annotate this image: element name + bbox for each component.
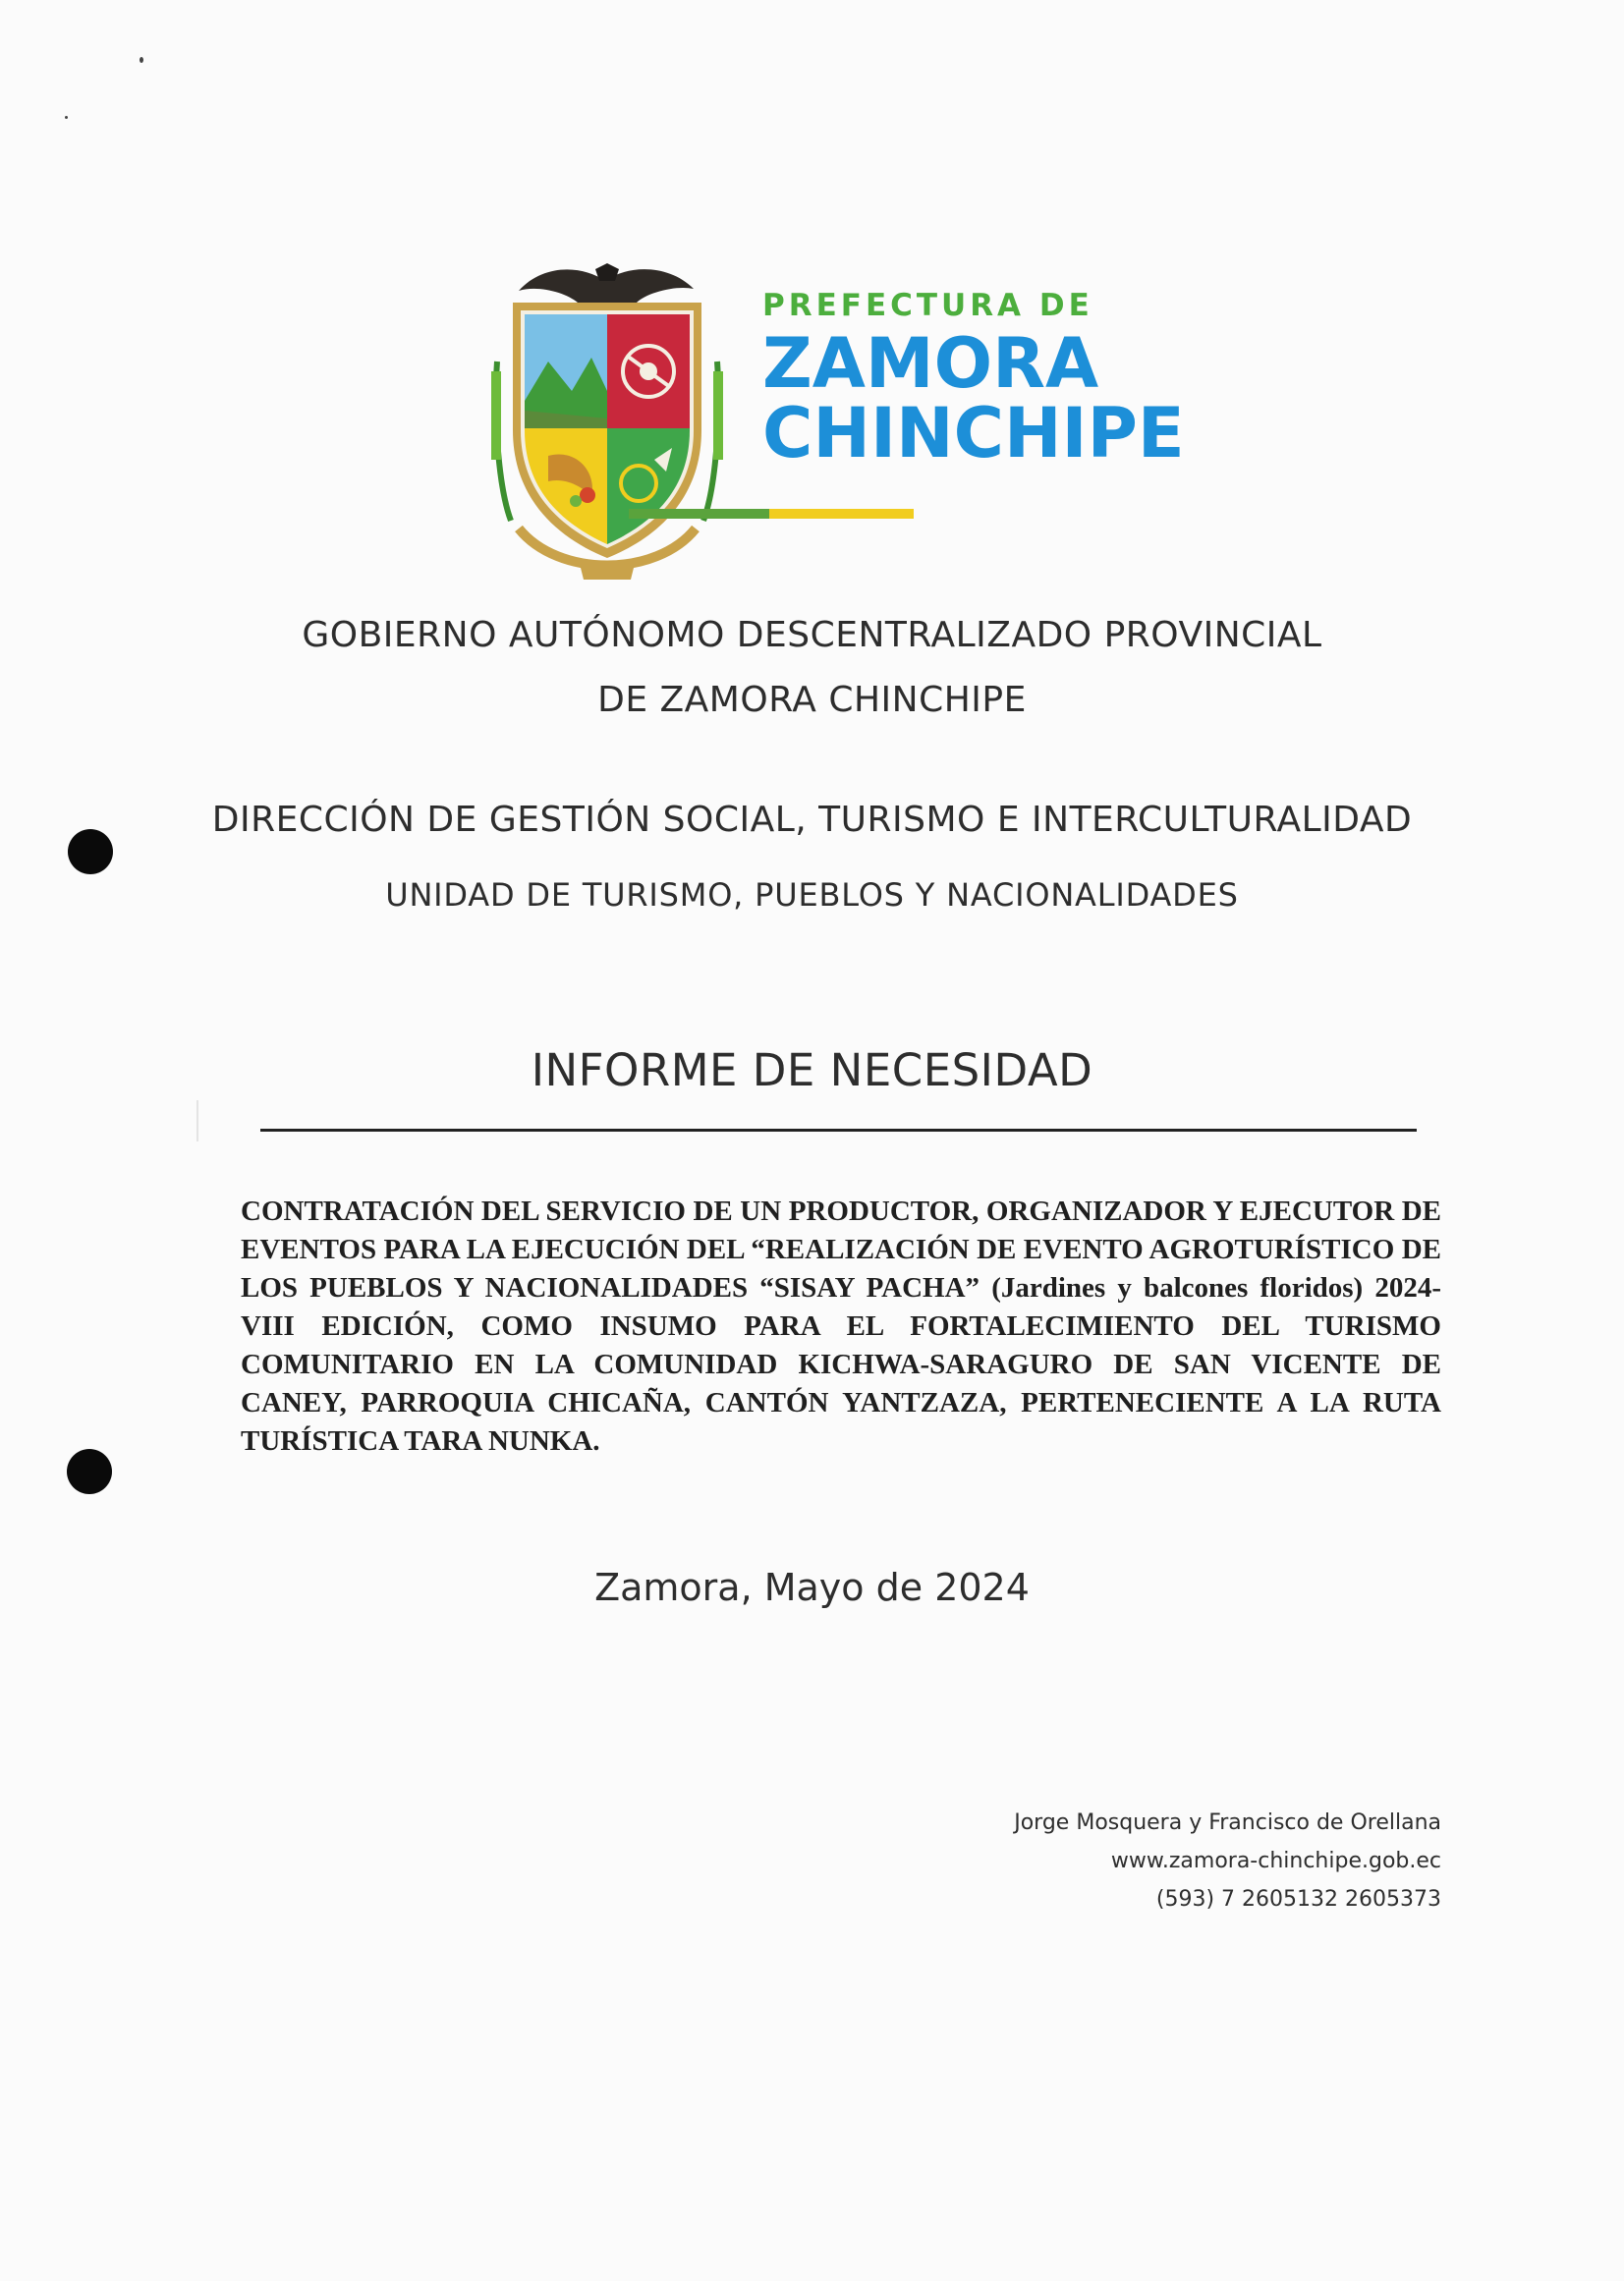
brand-color-bar — [629, 509, 914, 519]
unit-heading: UNIDAD DE TURISMO, PUEBLOS Y NACIONALIDADES — [385, 876, 1239, 914]
scan-speck — [65, 116, 68, 119]
brand-bar-yellow — [769, 509, 914, 519]
title-underline — [260, 1129, 1417, 1132]
brand-bar-green — [629, 509, 769, 519]
contact-footer — [1014, 1804, 1441, 1919]
scan-crease — [196, 1100, 198, 1141]
gov-line-2: DE ZAMORA CHINCHIPE — [597, 680, 1027, 720]
footer-website: www.zamora-chinchipe.gob.ec — [1110, 1849, 1441, 1873]
punch-hole-lower — [67, 1449, 112, 1494]
brand-prefectura: PREFECTURA DE — [762, 288, 1093, 323]
scan-speck — [140, 57, 143, 63]
footer-phone: (593) 7 2605132 2605373 — [1155, 1887, 1441, 1912]
report-title: INFORME DE NECESIDAD — [531, 1044, 1093, 1096]
report-subject: CONTRATACIÓN DEL SERVICIO DE UN PRODUCTOR, ORGANIZADOR Y EJECUTOR DE EVENTOS PARA LA EJECUCIÓN DEL “REALIZACIÓN DE EVENTO AGROTURÍSTICO DE LOS PUEBLOS Y NACIONALIDADES “SISAY PACHA” (Jardines y balcones floridos) 2024-VIII EDICIÓN, COMO INSUMO PARA EL FORTALECIMIENTO DEL TURISMO COMUNITARIO EN LA COMUNIDAD KICHWA-SARAGURO DE SAN VICENTE DE CANEY, PARROQUIA CHICAÑA, CANTÓN YANTZAZA, PERTENECIENTE A LA RUTA TURÍSTICA TARA NUNKA. — [241, 1196, 1441, 1457]
footer-address: Jorge Mosquera y Francisco de Orellana — [1014, 1810, 1441, 1835]
gov-line-1: GOBIERNO AUTÓNOMO DESCENTRALIZADO PROVINCIAL — [302, 615, 1322, 655]
prefectura-logo — [489, 263, 1197, 592]
coat-of-arms-icon — [489, 263, 725, 592]
department-heading: DIRECCIÓN DE GESTIÓN SOCIAL, TURISMO E INTERCULTURALIDAD — [211, 800, 1413, 840]
brand-wordmark — [762, 288, 1195, 474]
brand-chinchipe: CHINCHIPE — [762, 393, 1185, 474]
report-date: Zamora, Mayo de 2024 — [594, 1566, 1030, 1609]
brand-zamora: ZAMORA — [762, 323, 1099, 404]
